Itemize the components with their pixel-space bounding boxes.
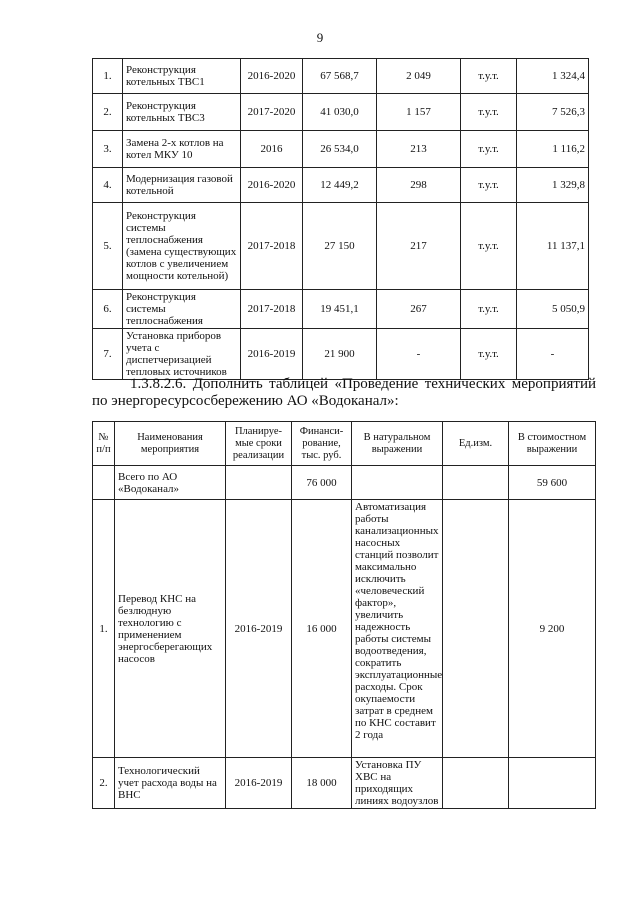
section-line-2: по энергоресурсосбережению АО «Водоканал»: xyxy=(92,393,399,409)
natural-amount: 1 157 xyxy=(377,94,461,131)
cost: 59 600 xyxy=(509,466,596,500)
period: 2017-2018 xyxy=(241,203,303,290)
natural-description xyxy=(352,466,443,500)
row-number: 4. xyxy=(93,168,123,203)
unit: т.у.т. xyxy=(461,329,517,380)
unit: т.у.т. xyxy=(461,94,517,131)
unit: т.у.т. xyxy=(461,290,517,329)
header-period: Планируе-мые сроки реализации xyxy=(226,422,292,466)
period: 2016-2019 xyxy=(226,500,292,758)
row-number: 3. xyxy=(93,131,123,168)
cost: 11 137,1 xyxy=(517,203,589,290)
header-financing: Финанси-рование, тыс. руб. xyxy=(292,422,352,466)
table-row xyxy=(93,131,589,168)
cost: 1 329,8 xyxy=(517,168,589,203)
table-row xyxy=(93,94,589,131)
measure-name: Реконструкция котельных ТВС1 xyxy=(123,59,241,94)
period: 2016 xyxy=(241,131,303,168)
natural-amount: 213 xyxy=(377,131,461,168)
period: 2016-2019 xyxy=(241,329,303,380)
table-row xyxy=(93,59,589,94)
table-row xyxy=(93,329,589,380)
financing: 12 449,2 xyxy=(303,168,377,203)
cost: 1 116,2 xyxy=(517,131,589,168)
header-natural: В натуральном выражении xyxy=(352,422,443,466)
cost: - xyxy=(517,329,589,380)
table-row xyxy=(93,203,589,290)
unit: т.у.т. xyxy=(461,168,517,203)
financing: 76 000 xyxy=(292,466,352,500)
natural-amount: 2 049 xyxy=(377,59,461,94)
unit xyxy=(443,466,509,500)
natural-description: Автоматизация работы канализационных насосных станций позволит максимально исключить «человеческий фактор», увеличить надежность работы системы водоотведения, сократить эксплуатационные расходы. Срок окупаемости затрат в среднем по КНС составит 2 года xyxy=(352,500,443,758)
measure-name: Реконструкция системы теплоснабжения (замена существующих котлов с увеличением мощности котельной) xyxy=(123,203,241,290)
unit: т.у.т. xyxy=(461,59,517,94)
row-number: 2. xyxy=(93,758,115,809)
cost xyxy=(509,758,596,809)
cost: 7 526,3 xyxy=(517,94,589,131)
period: 2017-2018 xyxy=(241,290,303,329)
unit xyxy=(443,758,509,809)
period: 2016-2020 xyxy=(241,168,303,203)
row-number: 5. xyxy=(93,203,123,290)
period: 2016-2020 xyxy=(241,59,303,94)
cost: 1 324,4 xyxy=(517,59,589,94)
row-number: 7. xyxy=(93,329,123,380)
natural-amount: 217 xyxy=(377,203,461,290)
row-number: 6. xyxy=(93,290,123,329)
row-number: 1. xyxy=(93,500,115,758)
natural-amount: 267 xyxy=(377,290,461,329)
cost: 5 050,9 xyxy=(517,290,589,329)
period xyxy=(226,466,292,500)
unit: т.у.т. xyxy=(461,131,517,168)
measure-name: Реконструкция системы теплоснабжения xyxy=(123,290,241,329)
natural-description: Установка ПУ ХВС на приходящих линиях водоузлов xyxy=(352,758,443,809)
measure-name: Перевод КНС на безлюдную технологию с применением энергосберегающих насосов xyxy=(115,500,226,758)
water-utility-measures-table xyxy=(92,421,596,809)
total-row xyxy=(93,466,596,500)
financing: 18 000 xyxy=(292,758,352,809)
header-num: № п/п xyxy=(93,422,115,466)
unit xyxy=(443,500,509,758)
measure-name: Замена 2-х котлов на котел МКУ 10 xyxy=(123,131,241,168)
financing: 21 900 xyxy=(303,329,377,380)
financing: 16 000 xyxy=(292,500,352,758)
table-row xyxy=(93,500,596,758)
table-row xyxy=(93,290,589,329)
period: 2017-2020 xyxy=(241,94,303,131)
measure-name: Реконструкция котельных ТВС3 xyxy=(123,94,241,131)
header-name: Наименования мероприятия xyxy=(115,422,226,466)
measure-name: Установка приборов учета с диспетчеризацией тепловых источников xyxy=(123,329,241,380)
measure-name: Модернизация газовой котельной xyxy=(123,168,241,203)
measure-name: Технологический учет расхода воды на ВНС xyxy=(115,758,226,809)
table-row xyxy=(93,168,589,203)
measure-name: Всего по АО «Водоканал» xyxy=(115,466,226,500)
financing: 19 451,1 xyxy=(303,290,377,329)
row-number xyxy=(93,466,115,500)
header-unit: Ед.изм. xyxy=(443,422,509,466)
section-paragraph xyxy=(92,376,596,410)
financing: 26 534,0 xyxy=(303,131,377,168)
section-line-1: 1.3.8.2.6. Дополнить таблицей «Проведение технических мероприятий xyxy=(130,376,596,392)
row-number: 1. xyxy=(93,59,123,94)
financing: 67 568,7 xyxy=(303,59,377,94)
table-header-row xyxy=(93,422,596,466)
financing: 27 150 xyxy=(303,203,377,290)
unit: т.у.т. xyxy=(461,203,517,290)
energy-measures-table xyxy=(92,58,589,380)
financing: 41 030,0 xyxy=(303,94,377,131)
period: 2016-2019 xyxy=(226,758,292,809)
header-cost: В стоимостном выражении xyxy=(509,422,596,466)
cost: 9 200 xyxy=(509,500,596,758)
table-row xyxy=(93,758,596,809)
page-number: 9 xyxy=(316,30,324,45)
natural-amount: 298 xyxy=(377,168,461,203)
natural-amount: - xyxy=(377,329,461,380)
row-number: 2. xyxy=(93,94,123,131)
